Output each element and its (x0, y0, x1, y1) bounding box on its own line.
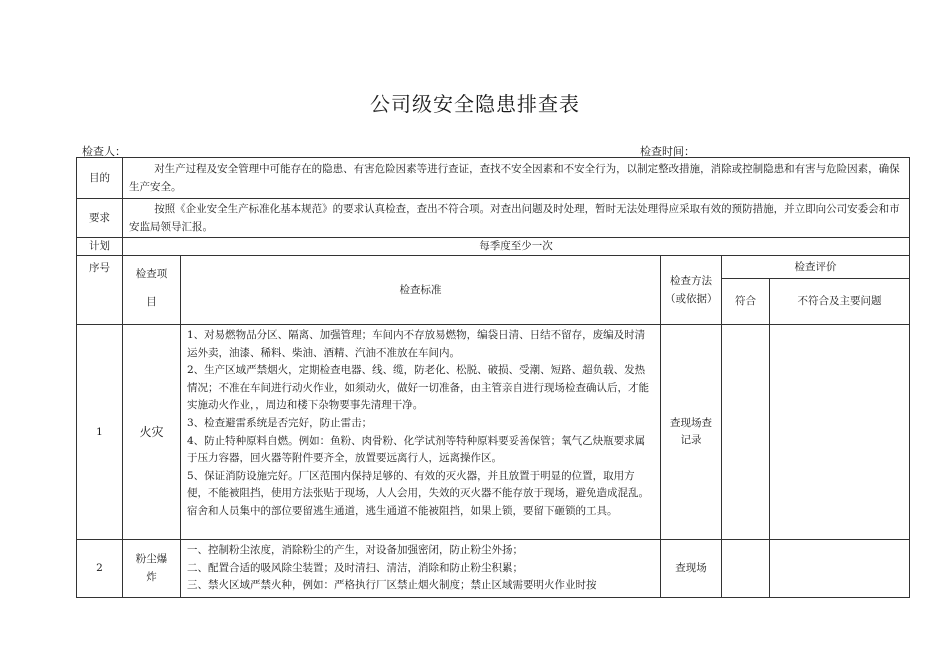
purpose-row (77, 158, 910, 199)
row-nonconform (770, 540, 910, 598)
header-method: 检查方法（或依据） (661, 256, 722, 325)
inspection-time-label: 检查时间： (640, 145, 695, 158)
row-nonconform (770, 325, 910, 540)
row-item: 粉尘爆炸 (123, 540, 181, 598)
requirement-row (77, 199, 910, 238)
plan-label: 计划 (77, 238, 123, 256)
table-row (77, 325, 910, 540)
plan-row (77, 238, 910, 256)
standard-line: 一、控制粉尘浓度，消除粉尘的产生，对设备加强密闭，防止粉尘外扬； (187, 544, 523, 556)
header-row-1 (77, 256, 910, 279)
row-standard (181, 325, 661, 540)
row-no: 1 (77, 325, 123, 540)
standard-line: 二、配置合适的吸风除尘装置；及时清扫、清洁，消除和防止粉尘积累； (187, 561, 523, 574)
table-row (77, 540, 910, 598)
row-item: 火灾 (123, 325, 181, 540)
standard-line: 3、检查避雷系统是否完好，防止雷击； (187, 416, 373, 429)
page-title: 公司级安全隐患排查表 (370, 92, 580, 116)
plan-text: 每季度至少一次 (123, 238, 910, 256)
row-method: 查现场 (661, 540, 722, 598)
header-standard: 检查标准 (181, 256, 661, 325)
header-item-line1: 检查项 (135, 268, 168, 280)
header-eval: 检查评价 (722, 256, 910, 279)
standard-line: 1、对易燃物品分区、隔离、加强管理；车间内不存放易燃物，编袋日清、日结不留存，废编及时清运外卖，油漆、稀料、柴油、酒精、汽油不准放在车间内。 (187, 329, 646, 359)
header-no: 序号 (77, 256, 123, 325)
purpose-text: 对生产过程及安全管理中可能存在的隐患、有害危险因素等进行查证，查找不安全因素和不安全行为，以制定整改措施，消除或控制隐患和有害与危险因素，确保生产安全。 (123, 158, 910, 199)
standard-line: 三、禁火区域严禁火种，例如：严格执行厂区禁止烟火制度；禁止区域需要明火作业时按 (187, 579, 597, 592)
header-nonconform: 不符合及主要问题 (770, 279, 910, 325)
row-conform (722, 325, 770, 540)
row-no: 2 (77, 540, 123, 598)
row-conform (722, 540, 770, 598)
header-conform: 符合 (722, 279, 770, 325)
purpose-label: 目的 (77, 158, 123, 199)
row-standard (181, 540, 661, 598)
header-item-line2: 目 (146, 296, 157, 308)
standard-line: 2、生产区域严禁烟火，定期检查电器、线、缆，防老化、松脱、破损、受潮、短路、超负载、发热情况；不准在车间进行动火作业，如须动火，做好一切准备，由主管亲自进行现场检查确认后，才能实施动火作业，，周边和楼下杂物要事先清理干净。 (187, 364, 649, 412)
standard-line: 5、保证消防设施完好。厂区范围内保持足够的、有效的灭火器，并且放置于明显的位置，取用方便，不能被阻挡，使用方法张贴于现场，人人会用，失效的灭火器不能存放于现场，避免造成混乱。宿舍和人员集中的部位要留逃生通道，逃生通道不能被阻挡，如果上锁，要留下砸锁的工具。 (187, 469, 649, 517)
requirement-label: 要求 (77, 199, 123, 238)
requirement-text: 按照《企业安全生产标准化基本规范》的要求认真检查，查出不符合项。对查出问题及时处理，暂时无法处理得应采取有效的预防措施，并立即向公司安委会和市安监局领导汇报。 (123, 199, 910, 238)
inspection-table (76, 157, 910, 598)
inspector-label: 检查人： (82, 145, 126, 158)
row-method: 查现场查记录 (661, 325, 722, 540)
standard-line: 4、防止特种原料自燃。例如：鱼粉、肉骨粉、化学试剂等特种原料要妥善保管；氧气乙炔瓶要求属于压力容器，回火器等附件要齐全，放置要远离行人，远离操作区。 (187, 434, 646, 465)
header-item (123, 256, 181, 325)
